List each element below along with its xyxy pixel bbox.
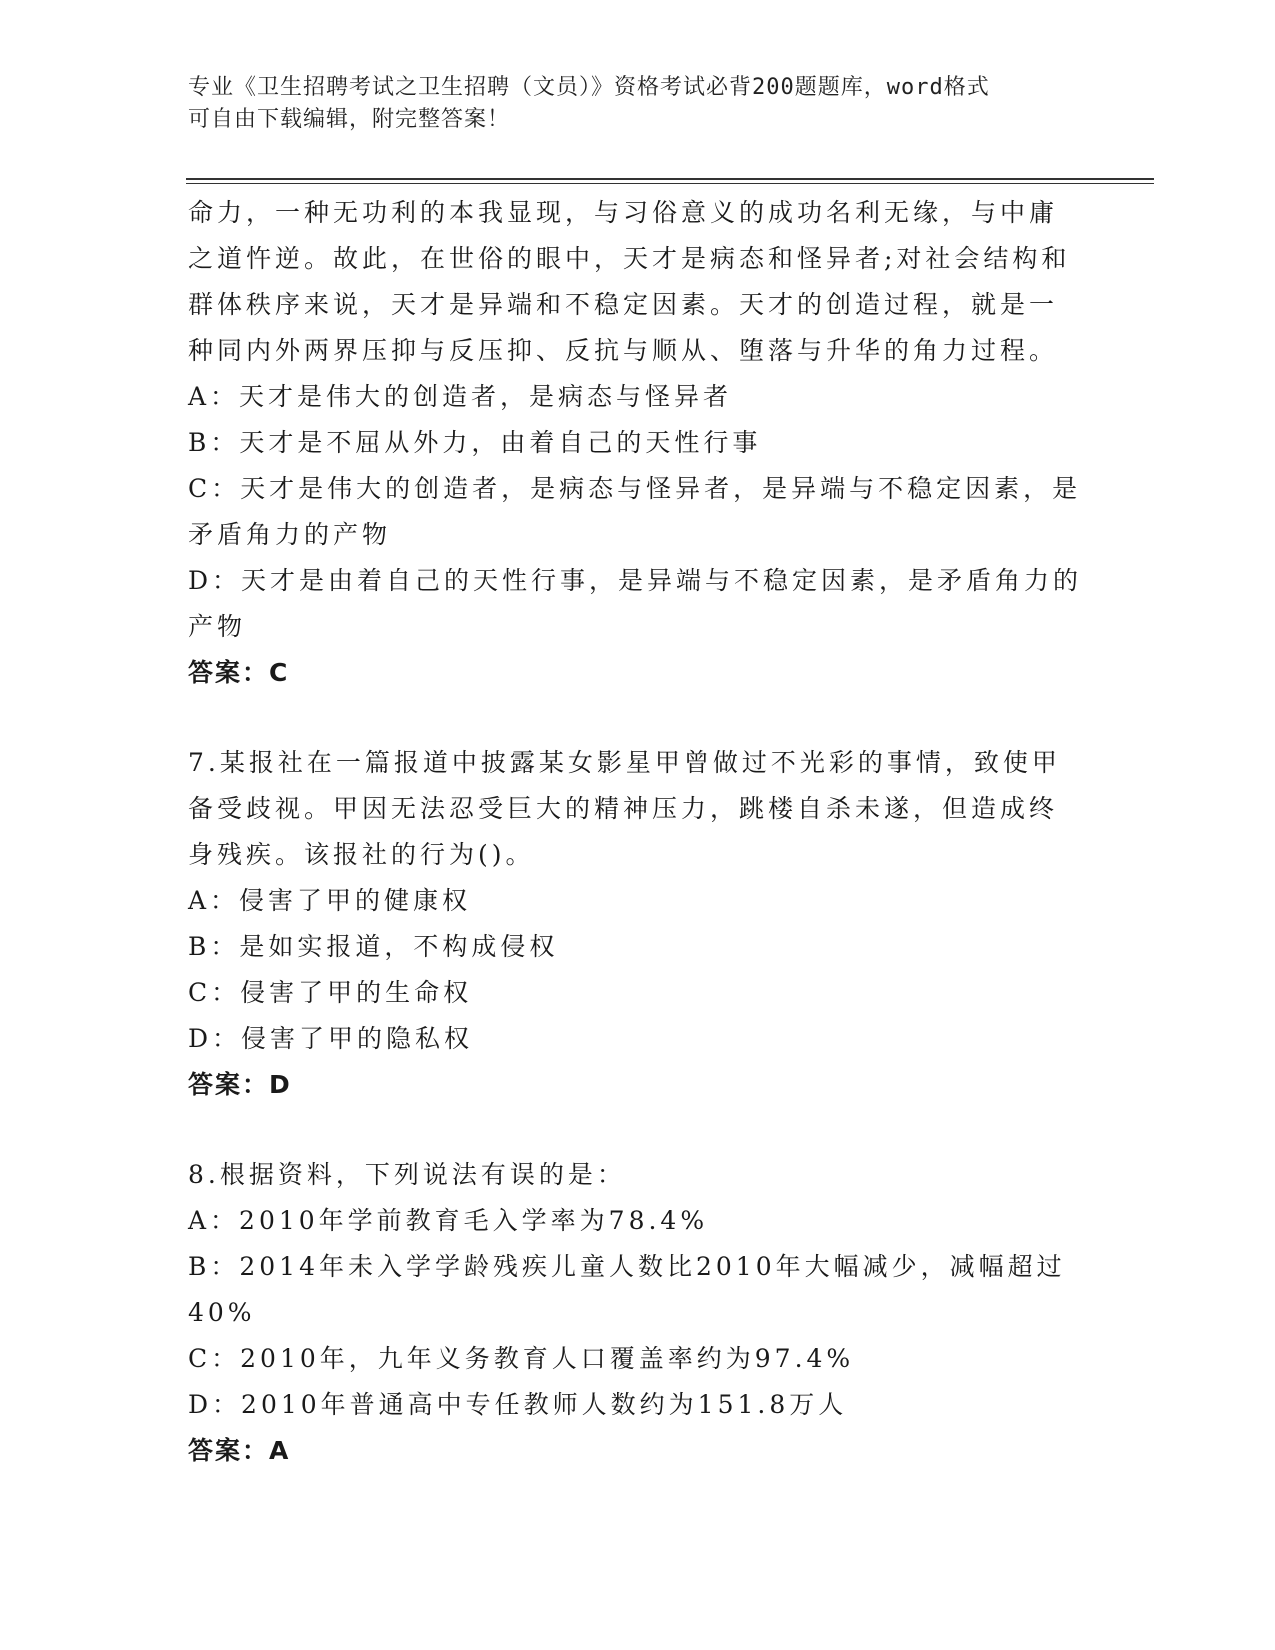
option-a: A：天才是伟大的创造者，是病态与怪异者	[188, 382, 733, 411]
option-d: D：2010年普通高中专任教师人数约为151.8万人	[188, 1390, 848, 1419]
answer-label: 答案：D	[188, 1070, 292, 1099]
question-7	[188, 740, 1088, 1108]
header-line-2: 可自由下载编辑，附完整答案！	[188, 107, 511, 132]
answer-label: 答案：A	[188, 1436, 291, 1465]
passage-line: 种同内外两界压抑与反压抑、反抗与顺从、堕落与升华的角力过程。	[188, 336, 1059, 365]
spacer	[188, 696, 1088, 740]
option-d: D：天才是由着自己的天性行事，是异端与不稳定因素，是矛盾角力的	[188, 566, 1083, 595]
header-line-1: 专业《卫生招聘考试之卫生招聘（文员）》资格考试必背200题题库，word格式	[188, 75, 990, 100]
option-a: A：2010年学前教育毛入学率为78.4%	[188, 1206, 709, 1235]
passage-line: 群体秩序来说，天才是异端和不稳定因素。天才的创造过程，就是一	[188, 290, 1059, 319]
passage-line: 之道忤逆。故此，在世俗的眼中，天才是病态和怪异者;对社会结构和	[188, 244, 1071, 273]
page-header	[188, 72, 1088, 136]
question-stem-line: 8.根据资料，下列说法有误的是：	[188, 1160, 626, 1189]
option-b: B：天才是不屈从外力，由着自己的天性行事	[188, 428, 762, 457]
option-c: C：2010年，九年义务教育人口覆盖率约为97.4%	[188, 1344, 855, 1373]
option-a: A：侵害了甲的健康权	[188, 886, 472, 915]
question-stem-line: 备受歧视。甲因无法忍受巨大的精神压力，跳楼自杀未遂，但造成终	[188, 794, 1059, 823]
option-c: C：天才是伟大的创造者，是病态与怪异者，是异端与不稳定因素，是	[188, 474, 1082, 503]
question-stem-line: 7.某报社在一篇报道中披露某女影星甲曾做过不光彩的事情，致使甲	[188, 748, 1061, 777]
spacer	[188, 1108, 1088, 1152]
option-d: D：侵害了甲的隐私权	[188, 1024, 474, 1053]
option-b: B：是如实报道，不构成侵权	[188, 932, 559, 961]
option-c: C：侵害了甲的生命权	[188, 978, 473, 1007]
option-b: B：2014年未入学学龄残疾儿童人数比2010年大幅减少，减幅超过	[188, 1252, 1066, 1281]
answer-label: 答案：C	[188, 658, 290, 687]
header-divider	[186, 178, 1154, 184]
option-d-continued: 产物	[188, 612, 247, 641]
question-8	[188, 1152, 1088, 1474]
option-c-continued: 矛盾角力的产物	[188, 520, 392, 549]
passage-line: 命力，一种无功利的本我显现，与习俗意义的成功名利无缘，与中庸	[188, 198, 1059, 227]
question-6-tail	[188, 190, 1088, 696]
option-b-continued: 40%	[188, 1298, 256, 1327]
question-content	[188, 190, 1088, 1474]
question-stem-line: 身残疾。该报社的行为()。	[188, 840, 535, 869]
